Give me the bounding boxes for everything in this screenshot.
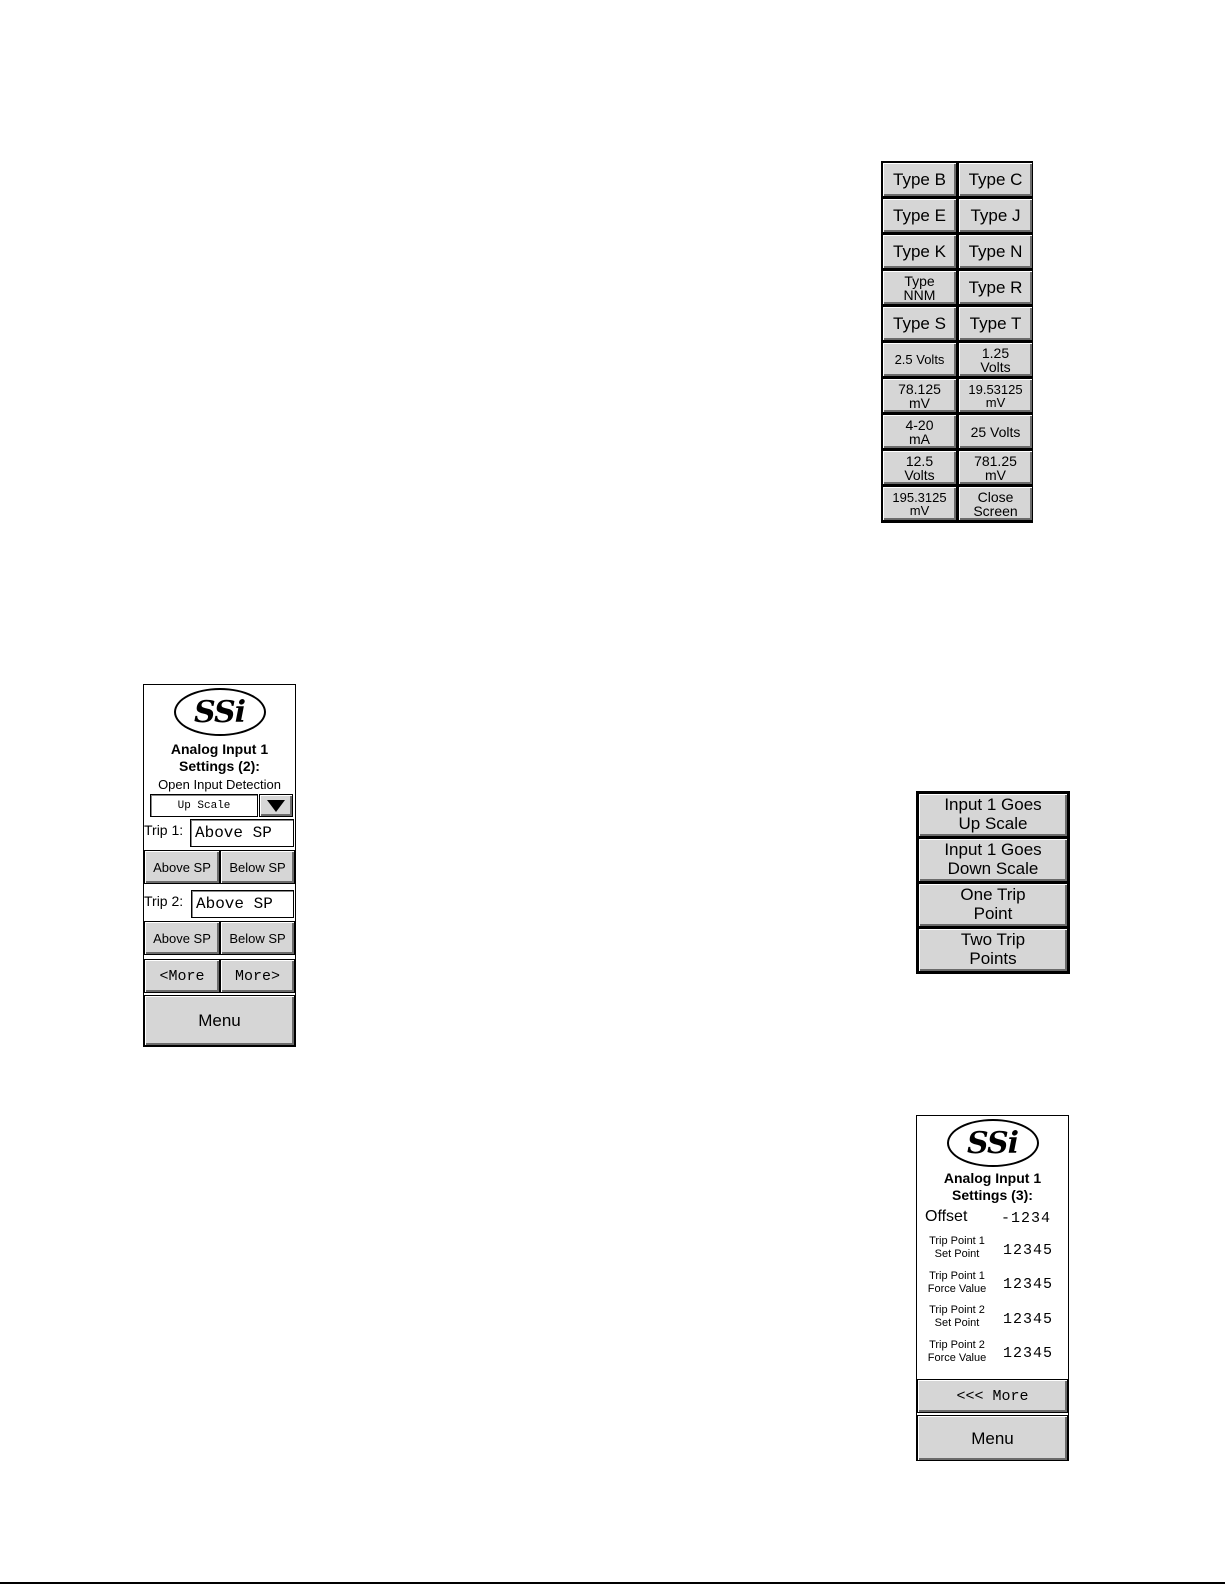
- triangle-down-icon: [266, 799, 286, 813]
- settings-3-panel: [916, 1115, 1069, 1461]
- offset-label: Offset: [925, 1208, 968, 1225]
- more-prev-button[interactable]: <<< More: [917, 1379, 1068, 1413]
- trip-point-1-set-point-label: Trip Point 1 Set Point: [929, 1235, 985, 1260]
- open-input-detection-label: Open Input Detection: [158, 777, 281, 792]
- trip-point-1-force-value-value[interactable]: 12345: [1003, 1276, 1054, 1293]
- trip-2-above-sp-button[interactable]: Above SP: [144, 921, 220, 955]
- menu-button[interactable]: Menu: [917, 1415, 1068, 1461]
- type-s-button[interactable]: Type S: [882, 306, 957, 341]
- page-footer-rule: [0, 1582, 1225, 1584]
- volts-12-5-button[interactable]: 12.5 Volts: [882, 450, 957, 485]
- volts-25-button[interactable]: 25 Volts: [958, 414, 1033, 449]
- volts-1-25-button[interactable]: 1.25 Volts: [958, 342, 1033, 377]
- open-input-detection-select[interactable]: Up Scale: [150, 794, 258, 817]
- trip-point-1-set-point-value[interactable]: 12345: [1003, 1242, 1054, 1259]
- trip-point-1-force-value-label: Trip Point 1 Force Value: [927, 1270, 987, 1295]
- mv-78-125-button[interactable]: 78.125 mV: [882, 378, 957, 413]
- trip-2-below-sp-button[interactable]: Below SP: [220, 921, 295, 955]
- ssi-logo: SSi: [174, 688, 266, 736]
- settings-2-panel: [143, 684, 296, 1047]
- trip-point-2-set-point-label: Trip Point 2 Set Point: [929, 1304, 985, 1329]
- option-down-scale[interactable]: Input 1 Goes Down Scale: [918, 838, 1068, 882]
- option-one-trip[interactable]: One Trip Point: [918, 883, 1068, 927]
- ma-4-20-button[interactable]: 4-20 mA: [882, 414, 957, 449]
- offset-value[interactable]: -1234: [1001, 1210, 1052, 1227]
- type-r-button[interactable]: Type R: [958, 270, 1033, 305]
- trip-1-label: Trip 1:: [144, 822, 184, 838]
- trip-1-above-sp-button[interactable]: Above SP: [144, 850, 220, 884]
- type-n-button[interactable]: Type N: [958, 234, 1033, 269]
- type-c-button[interactable]: Type C: [958, 162, 1033, 197]
- close-screen-button[interactable]: Close Screen: [958, 486, 1033, 521]
- trip-2-label: Trip 2:: [144, 893, 184, 909]
- trip-point-2-force-value-value[interactable]: 12345: [1003, 1345, 1054, 1362]
- more-prev-button[interactable]: <More: [144, 959, 220, 993]
- option-two-trip[interactable]: Two Trip Points: [918, 928, 1068, 972]
- trip-point-2-set-point-value[interactable]: 12345: [1003, 1311, 1054, 1328]
- type-nnm-button[interactable]: Type NNM: [882, 270, 957, 305]
- trip-point-2-force-value-label: Trip Point 2 Force Value: [927, 1339, 987, 1364]
- settings-2-title: Analog Input 1 Settings (2):: [170, 741, 269, 774]
- more-next-button[interactable]: More>: [220, 959, 295, 993]
- mv-195-3125-button[interactable]: 195.3125 mV: [882, 486, 957, 521]
- dropdown-arrow-button[interactable]: [259, 794, 293, 817]
- type-e-button[interactable]: Type E: [882, 198, 957, 233]
- input-type-grid: [881, 161, 1033, 523]
- open-input-options-list: [916, 791, 1070, 974]
- mv-781-25-button[interactable]: 781.25 mV: [958, 450, 1033, 485]
- type-j-button[interactable]: Type J: [958, 198, 1033, 233]
- type-k-button[interactable]: Type K: [882, 234, 957, 269]
- settings-3-title: Analog Input 1 Settings (3):: [943, 1170, 1042, 1203]
- ssi-logo: SSi: [947, 1119, 1039, 1167]
- trip-2-field[interactable]: Above SP: [191, 890, 294, 918]
- type-b-button[interactable]: Type B: [882, 162, 957, 197]
- mv-19-53125-button[interactable]: 19.53125 mV: [958, 378, 1033, 413]
- trip-1-field[interactable]: Above SP: [190, 819, 294, 847]
- option-up-scale[interactable]: Input 1 Goes Up Scale: [918, 793, 1068, 837]
- volts-2-5-button[interactable]: 2.5 Volts: [882, 342, 957, 377]
- type-t-button[interactable]: Type T: [958, 306, 1033, 341]
- menu-button[interactable]: Menu: [144, 995, 295, 1046]
- trip-1-below-sp-button[interactable]: Below SP: [220, 850, 295, 884]
